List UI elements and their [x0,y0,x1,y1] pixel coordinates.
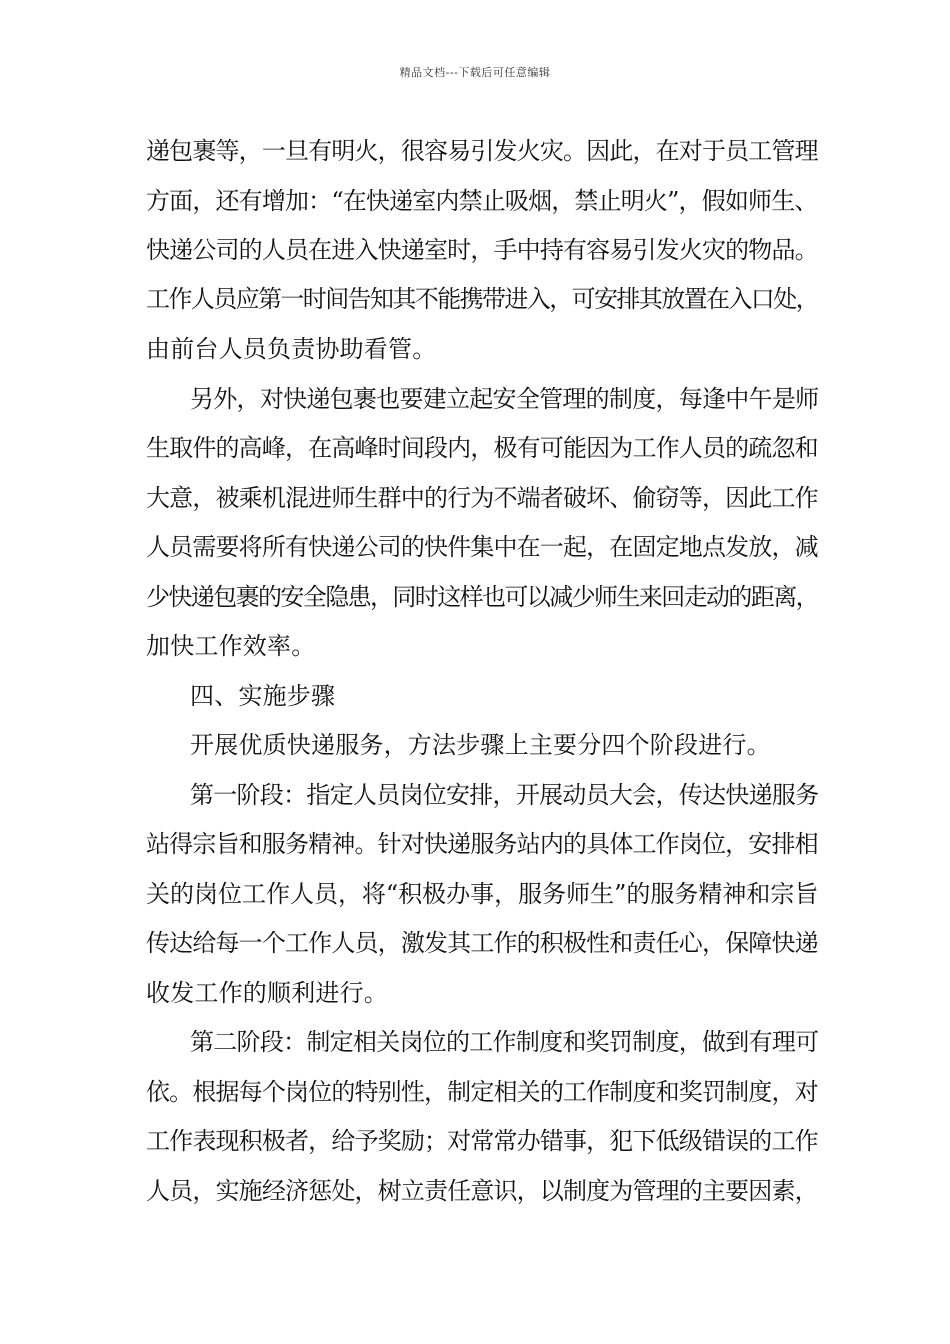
text-line: 快递公司的人员在进入快递室时，手中持有容易引发火灾的物品。 [146,236,818,264]
page-header: 精品文档---下载后可任意编辑 [399,66,551,79]
text-line: 少快递包裹的安全隐患，同时这样也可以减少师生来回走动的距离， [146,583,818,611]
text-line: 关的岗位工作人员，将“积极办事，服务师生”的服务精神和宗旨 [146,880,819,908]
text-line: 站得宗旨和服务精神。针对快递服务站内的具体工作岗位，安排相 [146,830,818,858]
text-line: 工作人员应第一时间告知其不能携带进入，可安排其放置在入口处， [146,285,818,313]
text-line: 依。根据每个岗位的特别性，制定相关的工作制度和奖罚制度，对 [146,1078,818,1106]
text-line: 人员需要将所有快递公司的快件集中在一起，在固定地点发放，减 [146,533,818,561]
text-line: 生取件的高峰，在高峰时间段内，极有可能因为工作人员的疏忽和 [146,434,818,462]
text-line: 第二阶段：制定相关岗位的工作制度和奖罚制度，做到有理可 [190,1028,819,1056]
text-line: 方面，还有增加：“在快递室内禁止吸烟，禁止明火”，假如师生、 [146,187,818,215]
text-line: 收发工作的顺利进行。 [146,979,388,1007]
text-line: 人员，实施经济惩处，树立责任意识，以制度为管理的主要因素， [146,1177,818,1205]
text-line: 开展优质快递服务，方法步骤上主要分四个阶段进行。 [190,731,771,759]
text-line: 大意，被乘机混进师生群中的行为不端者破坏、偷窃等，因此工作 [146,484,818,512]
text-line: 第一阶段：指定人员岗位安排，开展动员大会，传达快递服务 [190,781,819,809]
text-line: 由前台人员负责协助看管。 [146,335,437,363]
text-line: 工作表现积极者，给予奖励；对常常办错事，犯下低级错误的工作 [146,1127,818,1155]
section-heading: 四、实施步骤 [190,682,336,710]
text-line: 传达给每一个工作人员，激发其工作的积极性和责任心，保障快递 [146,929,818,957]
text-line: 递包裹等，一旦有明火，很容易引发火灾。因此，在对于员工管理 [146,137,818,165]
text-line: 加快工作效率。 [146,632,316,660]
text-line: 另外，对快递包裹也要建立起安全管理的制度，每逢中午是师 [190,385,819,413]
